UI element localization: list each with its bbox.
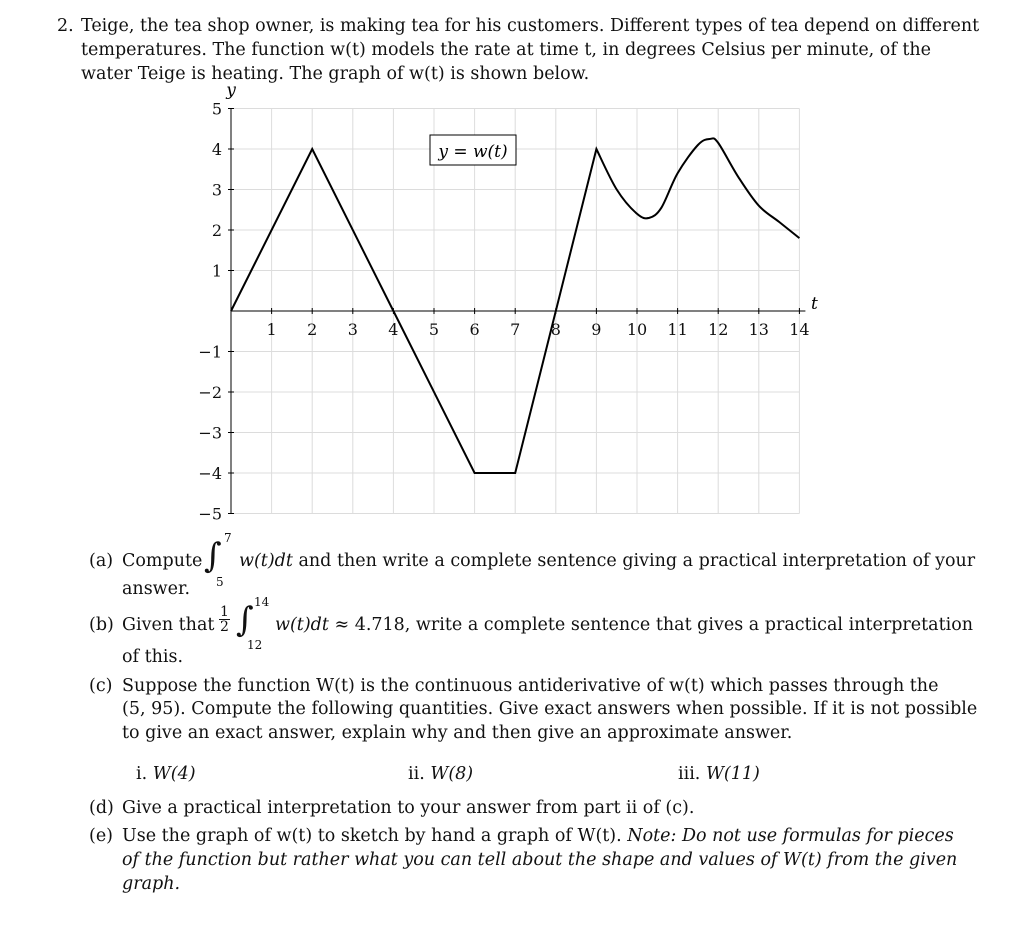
y-tick-label: 2 [211,221,222,240]
part-e-line-2: of the function but rather what you can tell about the shape and values of W(t) from the given [122,850,958,870]
x-tick-label: 11 [667,320,688,339]
part-a-line-2: answer. [122,579,191,599]
x-tick-label: 3 [347,320,358,339]
integral-sign-b: ∫ [236,600,254,640]
y-tick-label: −4 [198,464,222,483]
part-b-fraction [219,605,230,634]
x-tick-label: 7 [510,320,521,339]
part-c-subpart-ii [408,762,473,787]
part-a-lower-limit: 5 [216,575,224,589]
part-b-prefix: Given that [122,615,215,635]
y-tick-label: 3 [211,180,222,200]
y-tick-label: −2 [198,383,222,402]
part-b-label: (b) [89,615,114,635]
part-b-rest: ≈ 4.718, write a complete sentence that gives a practical interpretation [328,615,974,635]
integral-sign-a: ∫ [204,536,222,576]
subpart-iii-expr: W(11) [705,764,760,784]
x-tick-label: 9 [591,320,602,339]
part-c-line-3: to give an exact answer, explain why and then give an approximate answer. [122,723,793,743]
part-a-rest: and then write a complete sentence giving a practical interpretation of your [292,551,976,571]
part-e-line-3: graph. [122,874,181,894]
part-c-line-2: (5, 95). Compute the following quantities. Give exact answers when possible. If it is not possible [122,699,978,719]
x-tick-label: 13 [748,320,769,339]
part-d-label: (d) [89,798,114,818]
x-tick-label: 1 [266,320,277,339]
part-a-integrand: w(t)dt [239,551,293,571]
x-tick-label: 5 [428,320,440,339]
part-a-prefix: Compute [122,551,203,571]
y-tick-label: −1 [198,342,222,362]
part-a-label: (a) [89,551,114,571]
subpart-ii-expr: W(8) [430,764,474,784]
part-c-subpart-iii [678,762,760,787]
part-b-text [275,613,973,638]
y-tick-label: 5 [211,99,222,119]
part-b-integrand: w(t)dt [275,615,329,635]
y-tick-label: 1 [211,261,222,281]
x-tick-label: 12 [708,320,729,339]
problem-intro-line-2: temperatures. The function w(t) models the rate at time t, in degrees Celsius per minute, of the [81,40,932,60]
problem-intro-line-3: water Teige is heating. The graph of w(t) is shown below. [81,64,590,84]
subpart-i-expr: W(4) [152,764,196,784]
part-a-text [239,549,975,574]
subpart-i-label: i. [136,764,148,784]
part-a-upper-limit: 7 [224,531,232,545]
x-tick-label: 14 [789,320,810,339]
problem-number: 2. [57,16,74,36]
x-tick-label: 10 [626,320,648,339]
part-c-line-1: Suppose the function W(t) is the continuous antiderivative of w(t) which passes through the [122,676,939,696]
x-tick-label: 4 [388,320,399,339]
part-b-fraction-numerator: 1 [220,604,229,620]
x-axis-label: t [810,294,818,314]
part-e-line-1-plain: Use the graph of w(t) to sketch by hand a graph of W(t). [122,826,628,846]
part-c-subpart-i [136,762,196,787]
graph-axes [228,109,805,514]
part-e-line-1-note: Note: Do not use formulas for pieces [627,826,954,846]
y-tick-label: −3 [198,423,222,443]
legend-label: y = w(t) [438,142,508,162]
y-tick-label: −5 [198,504,222,524]
part-b-line-2: of this. [122,647,184,667]
y-tick-label: 4 [211,140,222,159]
part-b-upper-limit: 14 [254,595,270,609]
part-d-text: Give a practical interpretation to your answer from part ii of (c). [122,798,695,818]
problem-intro-line-1: Teige, the tea shop owner, is making tea for his customers. Different types of tea depend on different [81,16,980,36]
part-c-label: (c) [89,676,113,696]
part-b-lower-limit: 12 [247,638,263,652]
subpart-ii-label: ii. [408,764,425,784]
subpart-iii-label: iii. [678,764,701,784]
x-tick-label: 6 [469,320,480,339]
part-b-fraction-denominator: 2 [220,619,229,635]
x-tick-label: 8 [550,320,561,339]
part-e-line-1 [122,824,954,849]
x-tick-label: 2 [307,320,318,339]
y-axis-label: y [226,80,236,101]
part-e-label: (e) [89,826,114,846]
